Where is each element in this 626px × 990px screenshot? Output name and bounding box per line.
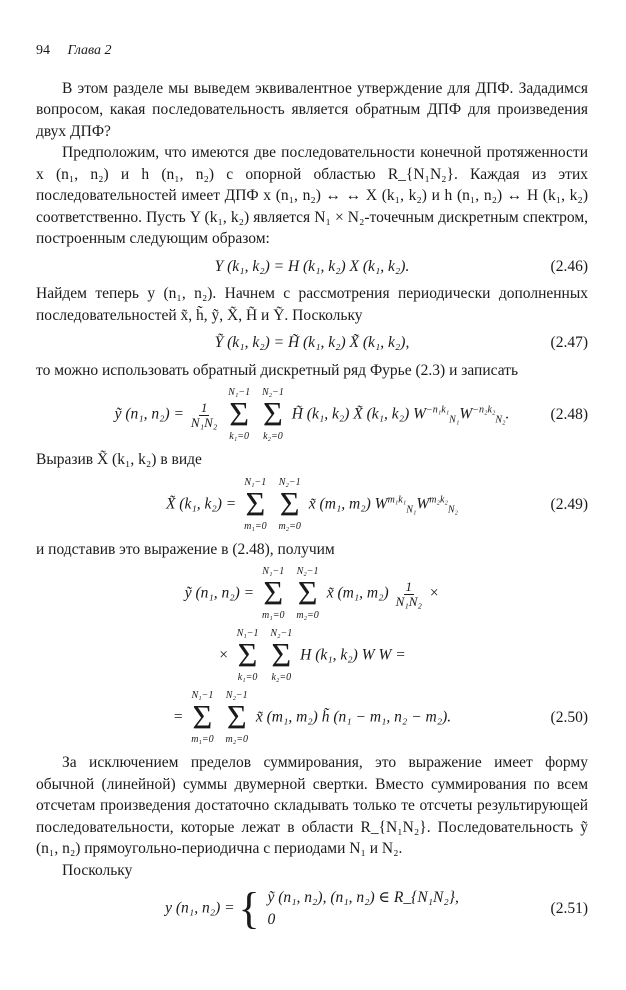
equation-body: [185, 566, 440, 622]
fraction: [396, 580, 422, 609]
equation-number: (2.50): [550, 709, 588, 727]
sum-lower-limit: m₂=0: [225, 734, 248, 745]
case-2: 0: [267, 911, 276, 928]
equation-2-46: [36, 256, 588, 278]
equation-2-49: [36, 477, 588, 533]
sum-upper-limit: N₂−1: [296, 566, 319, 577]
equation-2-50-line-2: [36, 628, 588, 684]
fraction-denominator: N₁N₂: [190, 414, 218, 430]
page-number: 94: [36, 43, 50, 58]
sum-symbol: N₁−1 Σ m₁=0: [244, 476, 267, 532]
equation-cases: [267, 887, 458, 931]
sum-upper-limit: N₂−1: [261, 387, 284, 398]
sum-symbol: N₂−1 Σ k₂=0: [261, 387, 284, 442]
sum-upper-limit: N₁−1: [236, 628, 259, 639]
equation-lhs: ỹ (n₁, n₂) =: [184, 584, 255, 602]
equation-number: (2.49): [550, 495, 588, 513]
sum-symbol: N₂−1 Σ m₂=0: [225, 690, 248, 745]
equation-2-50-line-1: [36, 566, 588, 622]
sum-symbol: N₁−1 Σ k₁=0: [236, 628, 259, 683]
equation-2-47: [36, 332, 588, 354]
paragraph-4: то можно использовать обратный дискретный ряд Фурье (2.3) и записать: [36, 361, 519, 379]
equation-rhs: H̃ (k₁, k₂) X̃ (k₁, k₂) W: [291, 405, 427, 423]
fraction-denominator: N₁N₂: [395, 593, 422, 609]
sum-lower-limit: m₂=0: [296, 610, 319, 621]
sum-lower-limit: m₂=0: [278, 520, 301, 532]
paragraph-3: Найдем теперь y (n₁, n₂). Начнем с рассмотрения периодически дополненных последовательностей x̃, h̃, ỹ, X̃, H̃ и Ỹ. Поскольку: [36, 285, 588, 324]
equation-body: X̃ (k₁, k₂) = N₁−1 Σ m₁=0 N₂−1 Σ m₂=0 x̃ (m₁, m₂) $W^{m_1k_1}_{N_1}W^{m_2k_2}_{N_2}$: [165, 476, 459, 532]
paragraph-8: Поскольку: [62, 861, 133, 879]
sum-lower-limit: k₁=0: [229, 431, 249, 442]
fraction: [191, 401, 217, 430]
equation-2-50-line-3: [36, 690, 588, 746]
equation-2-51: [36, 884, 588, 934]
sum-upper-limit: N₂−1: [225, 690, 248, 701]
equation-lhs: X̃ (k₁, k₂) =: [165, 495, 237, 513]
equation-lhs: ỹ (n₁, n₂) =: [114, 405, 185, 423]
sum-lower-limit: m₁=0: [191, 734, 214, 745]
equation-body: ỹ (n₁, n₂) = $\frac{1}{\text{N₁N₂}}$ N₁−1 Σ k₁=0 N₂−1 Σ k₂=0 H̃ (k₁, k₂) X̃ (k₁, k₂) $W^{-n_1k_1}_{N_1}W^{-n_2k_2}_{N_2}$.: [114, 387, 510, 442]
equation-2-48: [36, 387, 588, 443]
paragraph-6: и подставив это выражение в (2.48), получим: [36, 540, 335, 558]
sum-symbol: N₁−1 Σ k₁=0: [228, 387, 251, 442]
equation-lead: ×: [218, 646, 229, 664]
equation-rhs: x̃ (m₁, m₂) W: [308, 495, 388, 513]
sum-lower-limit: m₁=0: [244, 520, 267, 532]
equation-rhs: H (k₁, k₂) W W =: [300, 646, 406, 664]
equation-lhs: y (n₁, n₂) =: [165, 899, 235, 917]
case-1: ỹ (n₁, n₂), (n₁, n₂) ∈ R_{N₁N₂},: [267, 889, 459, 906]
paragraph-7: За исключением пределов суммирования, это выражение имеет форму обычной (линейной) суммы двумерной свертки. Вместо суммирования по всем отсчетам произведения достаточно складывать только те отсчеты результирующей последовательности, которые лежат в области R_{N₁N₂}. Последовательность ỹ (n₁, n₂) прямоугольно-периодична с периодами N₁ и N₂.: [36, 754, 588, 857]
left-brace: {: [238, 884, 260, 934]
sum-symbol: N₁−1 Σ m₁=0: [262, 566, 285, 621]
equation-term: x̃ (m₁, m₂): [326, 584, 389, 602]
chapter-title: Глава 2: [67, 43, 112, 58]
equation-lead: =: [172, 708, 184, 726]
equation-body: [173, 690, 451, 746]
running-header: [36, 40, 588, 62]
sum-upper-limit: N₂−1: [278, 476, 301, 488]
sum-symbol: N₂−1 Σ m₂=0: [278, 476, 301, 532]
fraction-numerator: 1: [200, 399, 208, 415]
equation-body: Y (k₁, k₂) = H (k₁, k₂) X (k₁, k₂).: [214, 257, 410, 275]
equation-number: (2.51): [550, 900, 588, 918]
equation-number: (2.48): [550, 406, 588, 424]
fraction-numerator: 1: [405, 578, 412, 594]
sum-lower-limit: k₂=0: [263, 431, 283, 442]
sum-lower-limit: m₁=0: [262, 610, 285, 621]
sum-lower-limit: k₂=0: [271, 672, 292, 683]
equation-number: (2.46): [550, 257, 588, 275]
sum-upper-limit: N₁−1: [244, 476, 267, 488]
sum-symbol: N₁−1 Σ m₁=0: [191, 690, 214, 745]
equation-body: [165, 884, 459, 934]
sum-lower-limit: k₁=0: [237, 672, 258, 683]
equation-rhs: x̃ (m₁, m₂) h̃ (n₁ − m₁, n₂ − m₂).: [255, 708, 452, 726]
sum-upper-limit: N₁−1: [262, 566, 285, 577]
equation-body: [218, 628, 406, 684]
sum-symbol: N₂−1 Σ m₂=0: [296, 566, 319, 621]
sum-symbol: N₂−1 Σ k₂=0: [270, 628, 293, 683]
equation-body: Ỹ (k₁, k₂) = H̃ (k₁, k₂) X̃ (k₁, k₂),: [214, 334, 410, 351]
paragraph-1: В этом разделе мы выведем эквивалентное утверждение для ДПФ. Зададимся вопросом, какая последовательность является обратным ДПФ для произведения двух ДПФ?: [36, 79, 588, 140]
equation-tail: ×: [428, 584, 440, 602]
sum-upper-limit: N₂−1: [270, 628, 293, 639]
equation-number: (2.47): [550, 334, 588, 351]
paragraph-5: Выразив X̃ (k₁, k₂) в виде: [36, 451, 202, 468]
paragraph-2: Предположим, что имеются две последовательности конечной протяженности x (n₁, n₂) и h (n₁, n₂) с опорной областью R_{N₁N₂}. Каждая из этих последовательностей имеет ДПФ x (n₁, n₂) ↔ ↔ X (k₁, k₂) и h (n₁, n₂) ↔ H (k₁, k₂) соответственно. Пусть Y (k₁, k₂) является N₁ × N₂-точечным дискретным спектром, построенным следующим образом:: [36, 144, 588, 247]
sum-upper-limit: N₁−1: [228, 387, 251, 398]
sum-upper-limit: N₁−1: [191, 690, 214, 701]
